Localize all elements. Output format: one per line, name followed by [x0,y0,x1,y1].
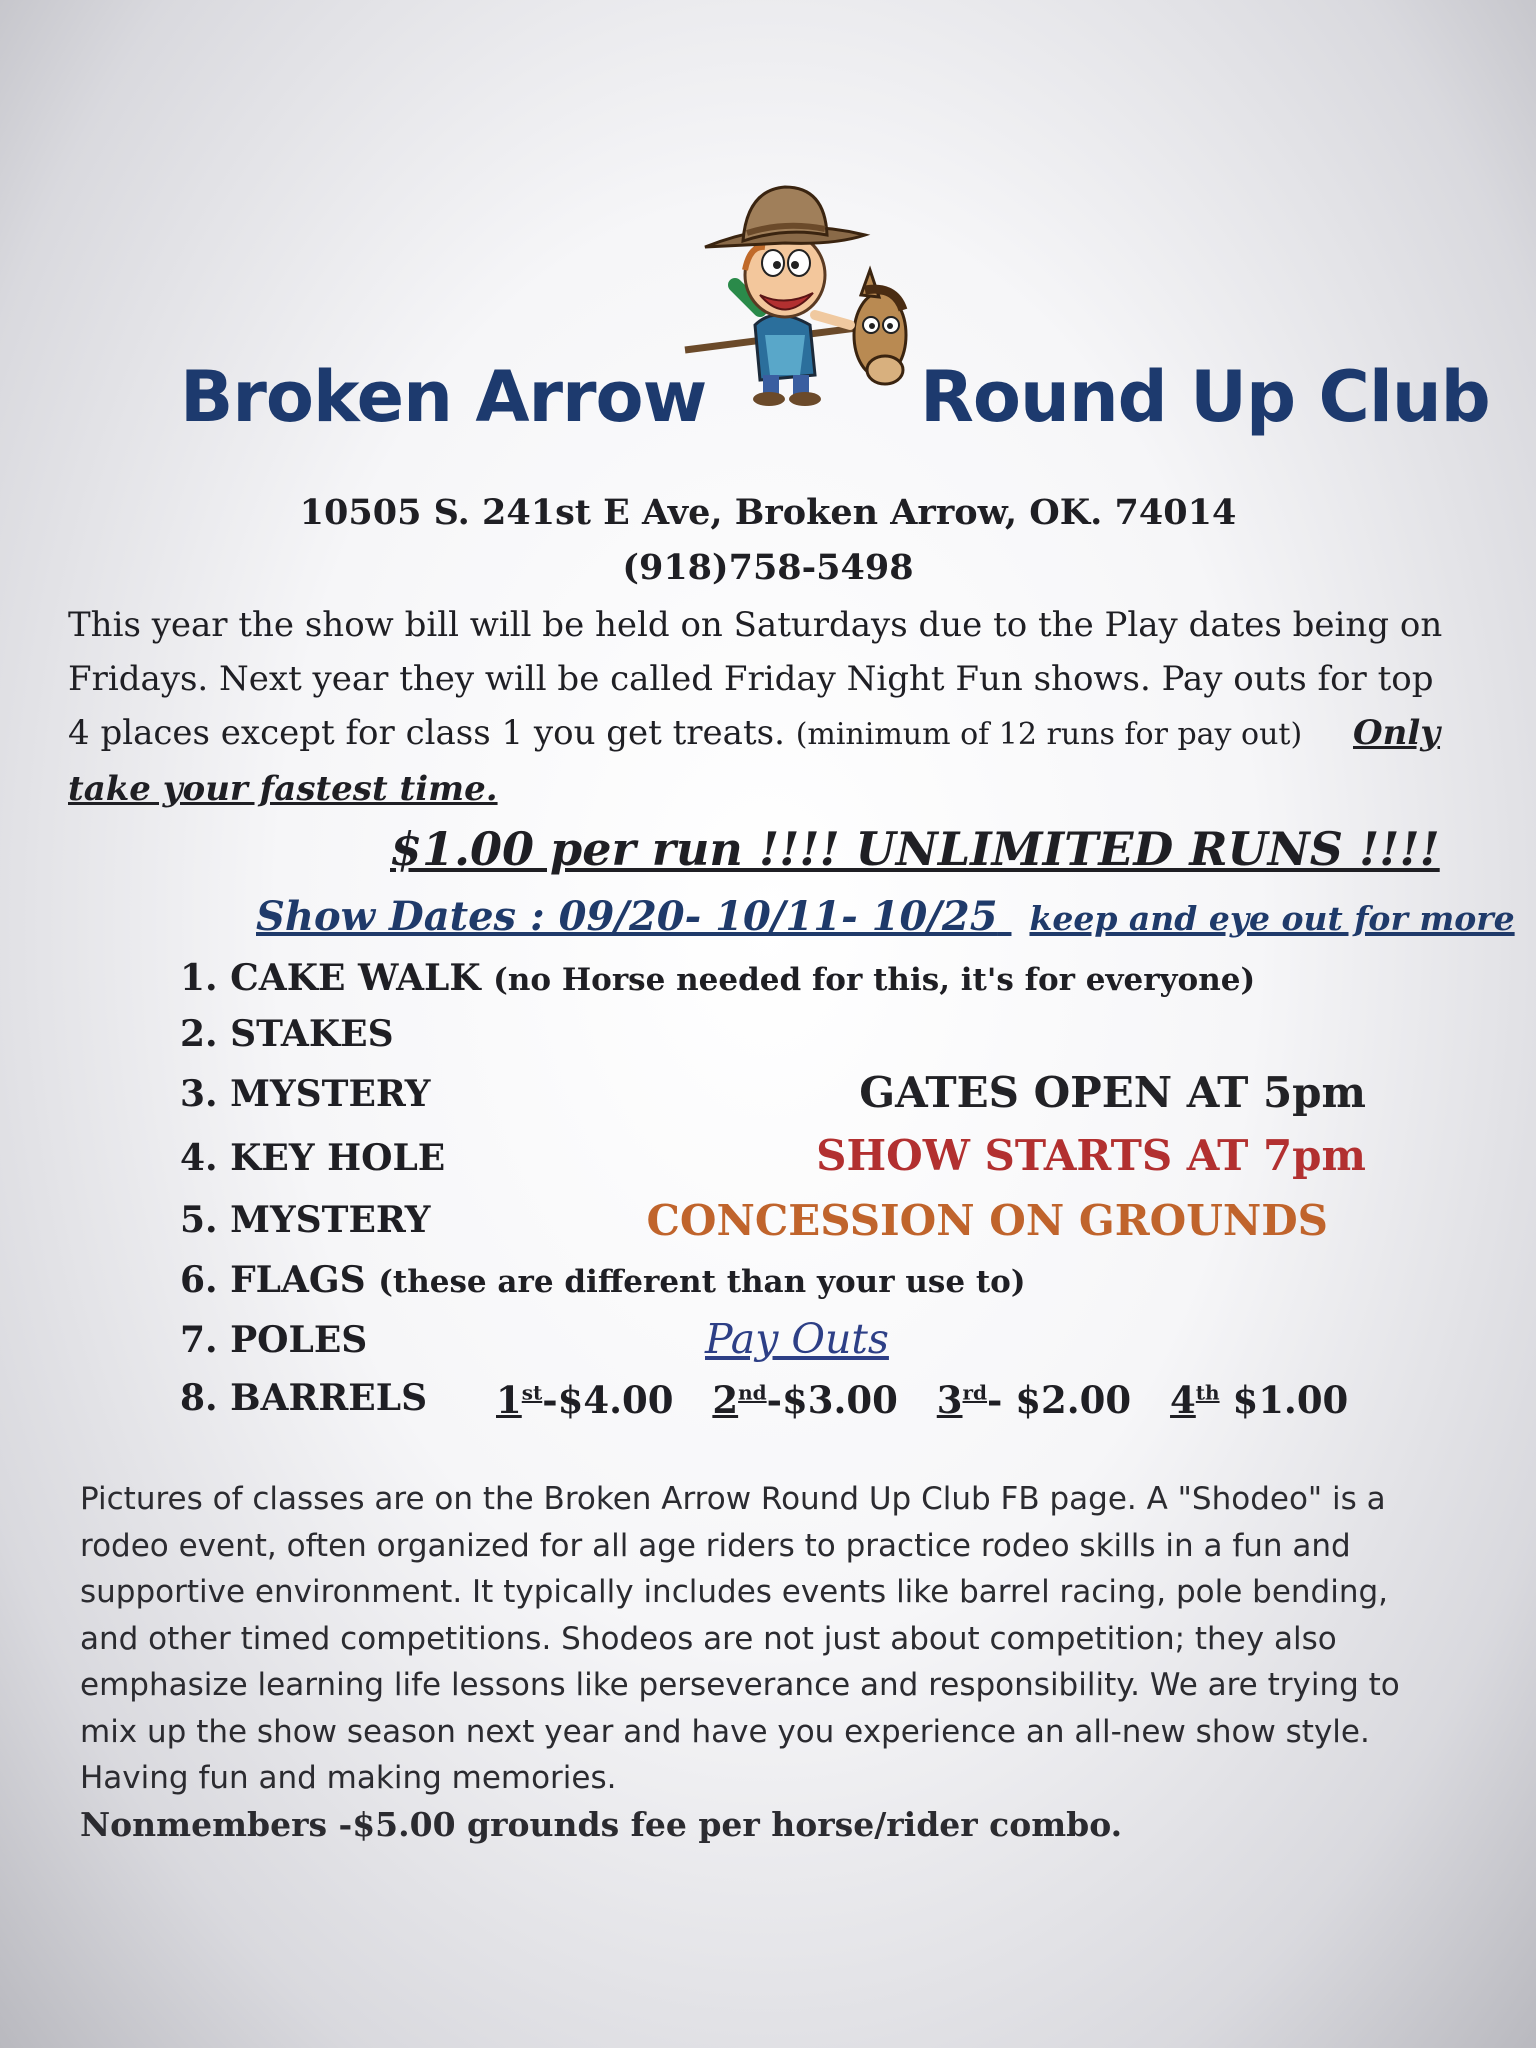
phone: (918)758-5498 [622,547,914,588]
class-label: 4. KEY HOLE [180,1137,446,1179]
class-item [180,1013,394,1055]
payouts-title: Pay Outs [705,1315,889,1363]
class-item [180,1199,430,1241]
show-dates-keep-note: keep and eye out for more [1029,899,1515,938]
class-note: (these are different than your use to) [378,1264,1026,1300]
class-item [180,1319,367,1361]
class-item [180,1259,1026,1301]
show-starts-info: SHOW STARTS AT 7pm [816,1131,1366,1180]
class-note: (no Horse needed for this, it's for everyone) [493,962,1256,998]
intro-paragraph [68,598,1443,816]
concession-info: CONCESSION ON GROUNDS [646,1196,1328,1245]
class-item [180,957,1255,999]
title-right: Round Up Club [920,356,1490,438]
address: 10505 S. 241st E Ave, Broken Arrow, OK. 74014 [299,492,1237,533]
show-dates-label: Show Dates : 09/20- 10/11- 10/25 [256,893,998,940]
class-label: 3. MYSTERY [180,1073,431,1115]
minimum-note: (minimum of 12 runs for pay out) [795,717,1303,752]
class-label: 5. MYSTERY [180,1199,431,1241]
intro-text: This year the show bill will be held on Saturdays due to the Play dates being on Fridays. Next year they will be called Friday Night Fun shows. Pay outs for top 4 places except for class 1 you get treats. [68,605,1443,753]
class-item [180,1073,430,1115]
title-left: Broken Arrow [180,356,707,438]
payout-list [496,1378,1374,1422]
grounds-fee-note: Nonmembers -$5.00 grounds fee per horse/rider combo. [80,1804,1123,1844]
class-label: 7. POLES [180,1319,368,1361]
payout-first: 1st-$4.00 [496,1378,674,1422]
payout-fourth: 4th $1.00 [1170,1378,1349,1422]
gates-open-info: GATES OPEN AT 5pm [859,1068,1366,1117]
fastest-time-note: Only take your fastest time. [68,713,1441,809]
bottom-paragraph [80,1476,1455,1849]
headline: $1.00 per run !!!! UNLIMITED RUNS !!!! [390,822,1440,876]
bottom-text: Pictures of classes are on the Broken Arrow Round Up Club FB page. A "Shodeo" is a rodeo event, often organized for all age riders to practice rodeo skills in a fun and supportive environment. It typically includes events like barrel racing, pole bending, and other timed competitions. Shodeos are not just about competition; they also emphasize learning life lessons like perseverance and responsibility. We are trying to mix up the show season next year and have you experience an all-new show style. Having fun and making memories. [80,1481,1400,1796]
class-label: 6. FLAGS [180,1259,366,1301]
class-item [180,1377,427,1419]
class-label: 1. CAKE WALK [180,957,481,999]
class-label: 2. STAKES [180,1013,394,1055]
class-label: 8. BARRELS [180,1377,428,1419]
show-dates [256,893,1515,940]
payout-second: 2nd-$3.00 [712,1378,898,1422]
class-item [180,1137,445,1179]
payout-third: 3rd- $2.00 [936,1378,1132,1422]
